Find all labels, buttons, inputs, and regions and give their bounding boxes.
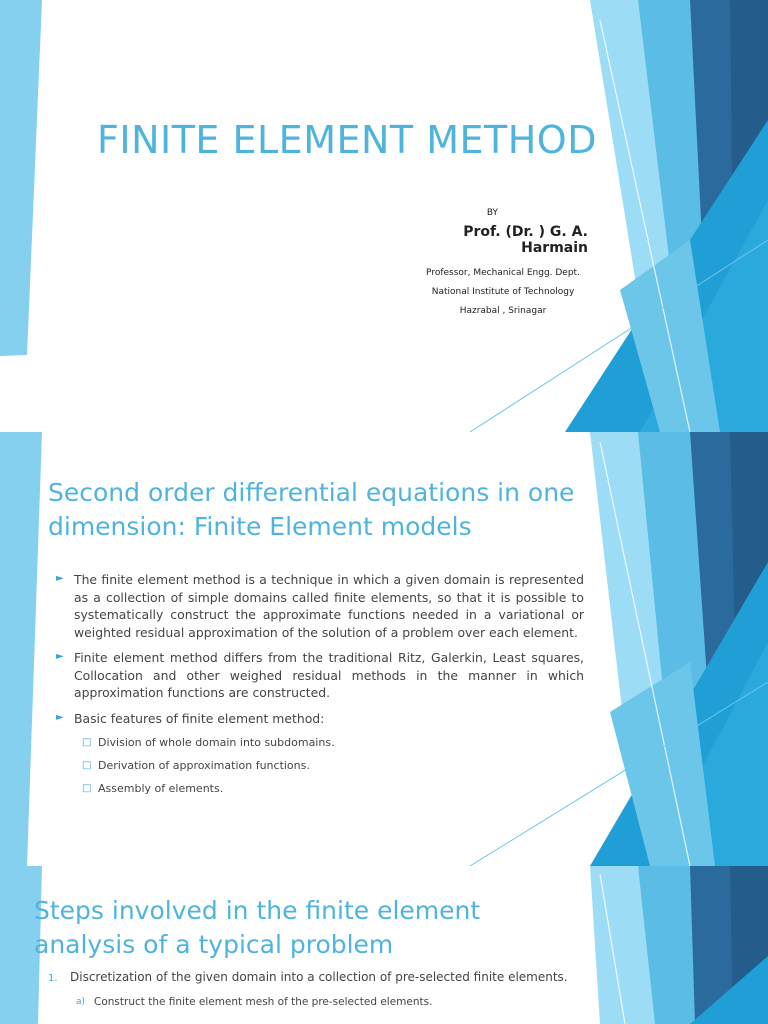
item-number: 1. — [48, 973, 58, 984]
geometric-decoration — [0, 0, 768, 432]
affiliation — [410, 264, 596, 321]
heading-line: analysis of a typical problem — [34, 930, 394, 959]
slide-heading — [48, 476, 574, 544]
affiliation-line: Professor, Mechanical Engg. Dept. — [426, 268, 580, 278]
heading-line: dimension: Finite Element models — [48, 512, 472, 541]
heading-line: Second order differential equations in one — [48, 478, 575, 507]
bullet-list — [56, 571, 584, 804]
list-item — [48, 969, 608, 987]
sub-list-item — [82, 781, 584, 796]
square-bullet-icon: □ — [82, 783, 92, 794]
numbered-list — [48, 969, 608, 1008]
arrow-bullet-icon: ► — [56, 651, 64, 662]
slide-title — [0, 0, 768, 432]
sub-step-text: Construct the finite element mesh of the pre-selected elements. — [94, 996, 433, 1008]
list-item — [56, 710, 584, 728]
sub-bullet-text: Derivation of approximation functions. — [98, 759, 310, 772]
affiliation-line: National Institute of Technology — [431, 287, 575, 297]
arrow-bullet-icon: ► — [56, 711, 64, 723]
slide-title-text: FINITE ELEMENT METHOD — [97, 118, 597, 162]
author-block — [410, 208, 596, 321]
list-item — [56, 571, 584, 641]
step-text: Discretization of the given domain into a collection of pre-selected finite elements. — [70, 970, 568, 984]
square-bullet-icon: □ — [82, 737, 92, 748]
by-label: BY — [486, 208, 498, 218]
bullet-text: Basic features of finite element method: — [74, 710, 325, 726]
sub-bullet-text: Division of whole domain into subdomains. — [98, 736, 335, 749]
sub-list-item — [82, 758, 584, 773]
author-name: Prof. (Dr. ) G. A. Harmain — [463, 224, 588, 256]
square-bullet-icon: □ — [82, 760, 92, 771]
bullet-text: Finite element method differs from the traditional Ritz, Galerkin, Least squares, Collocation and other weighed residual methods in the manner in which approximation functions are constructed. — [74, 650, 584, 700]
arrow-bullet-icon: ► — [56, 573, 64, 584]
sub-bullet-text: Assembly of elements. — [98, 782, 224, 795]
item-letter: a) — [76, 997, 86, 1007]
list-item — [56, 649, 584, 702]
sub-list-item — [82, 735, 584, 750]
slide-heading — [34, 894, 480, 962]
affiliation-line: Hazrabal , Srinagar — [459, 306, 547, 316]
sub-list-item — [76, 996, 608, 1008]
heading-line: Steps involved in the finite element — [34, 896, 481, 925]
bullet-text: The finite element method is a technique in which a given domain is represented as a collection of simple domains called finite elements, so that it is possible to systematically construct the approximate functions needed in a variational or weighted residual approximation of the solution of a problem over each element. — [74, 572, 584, 640]
